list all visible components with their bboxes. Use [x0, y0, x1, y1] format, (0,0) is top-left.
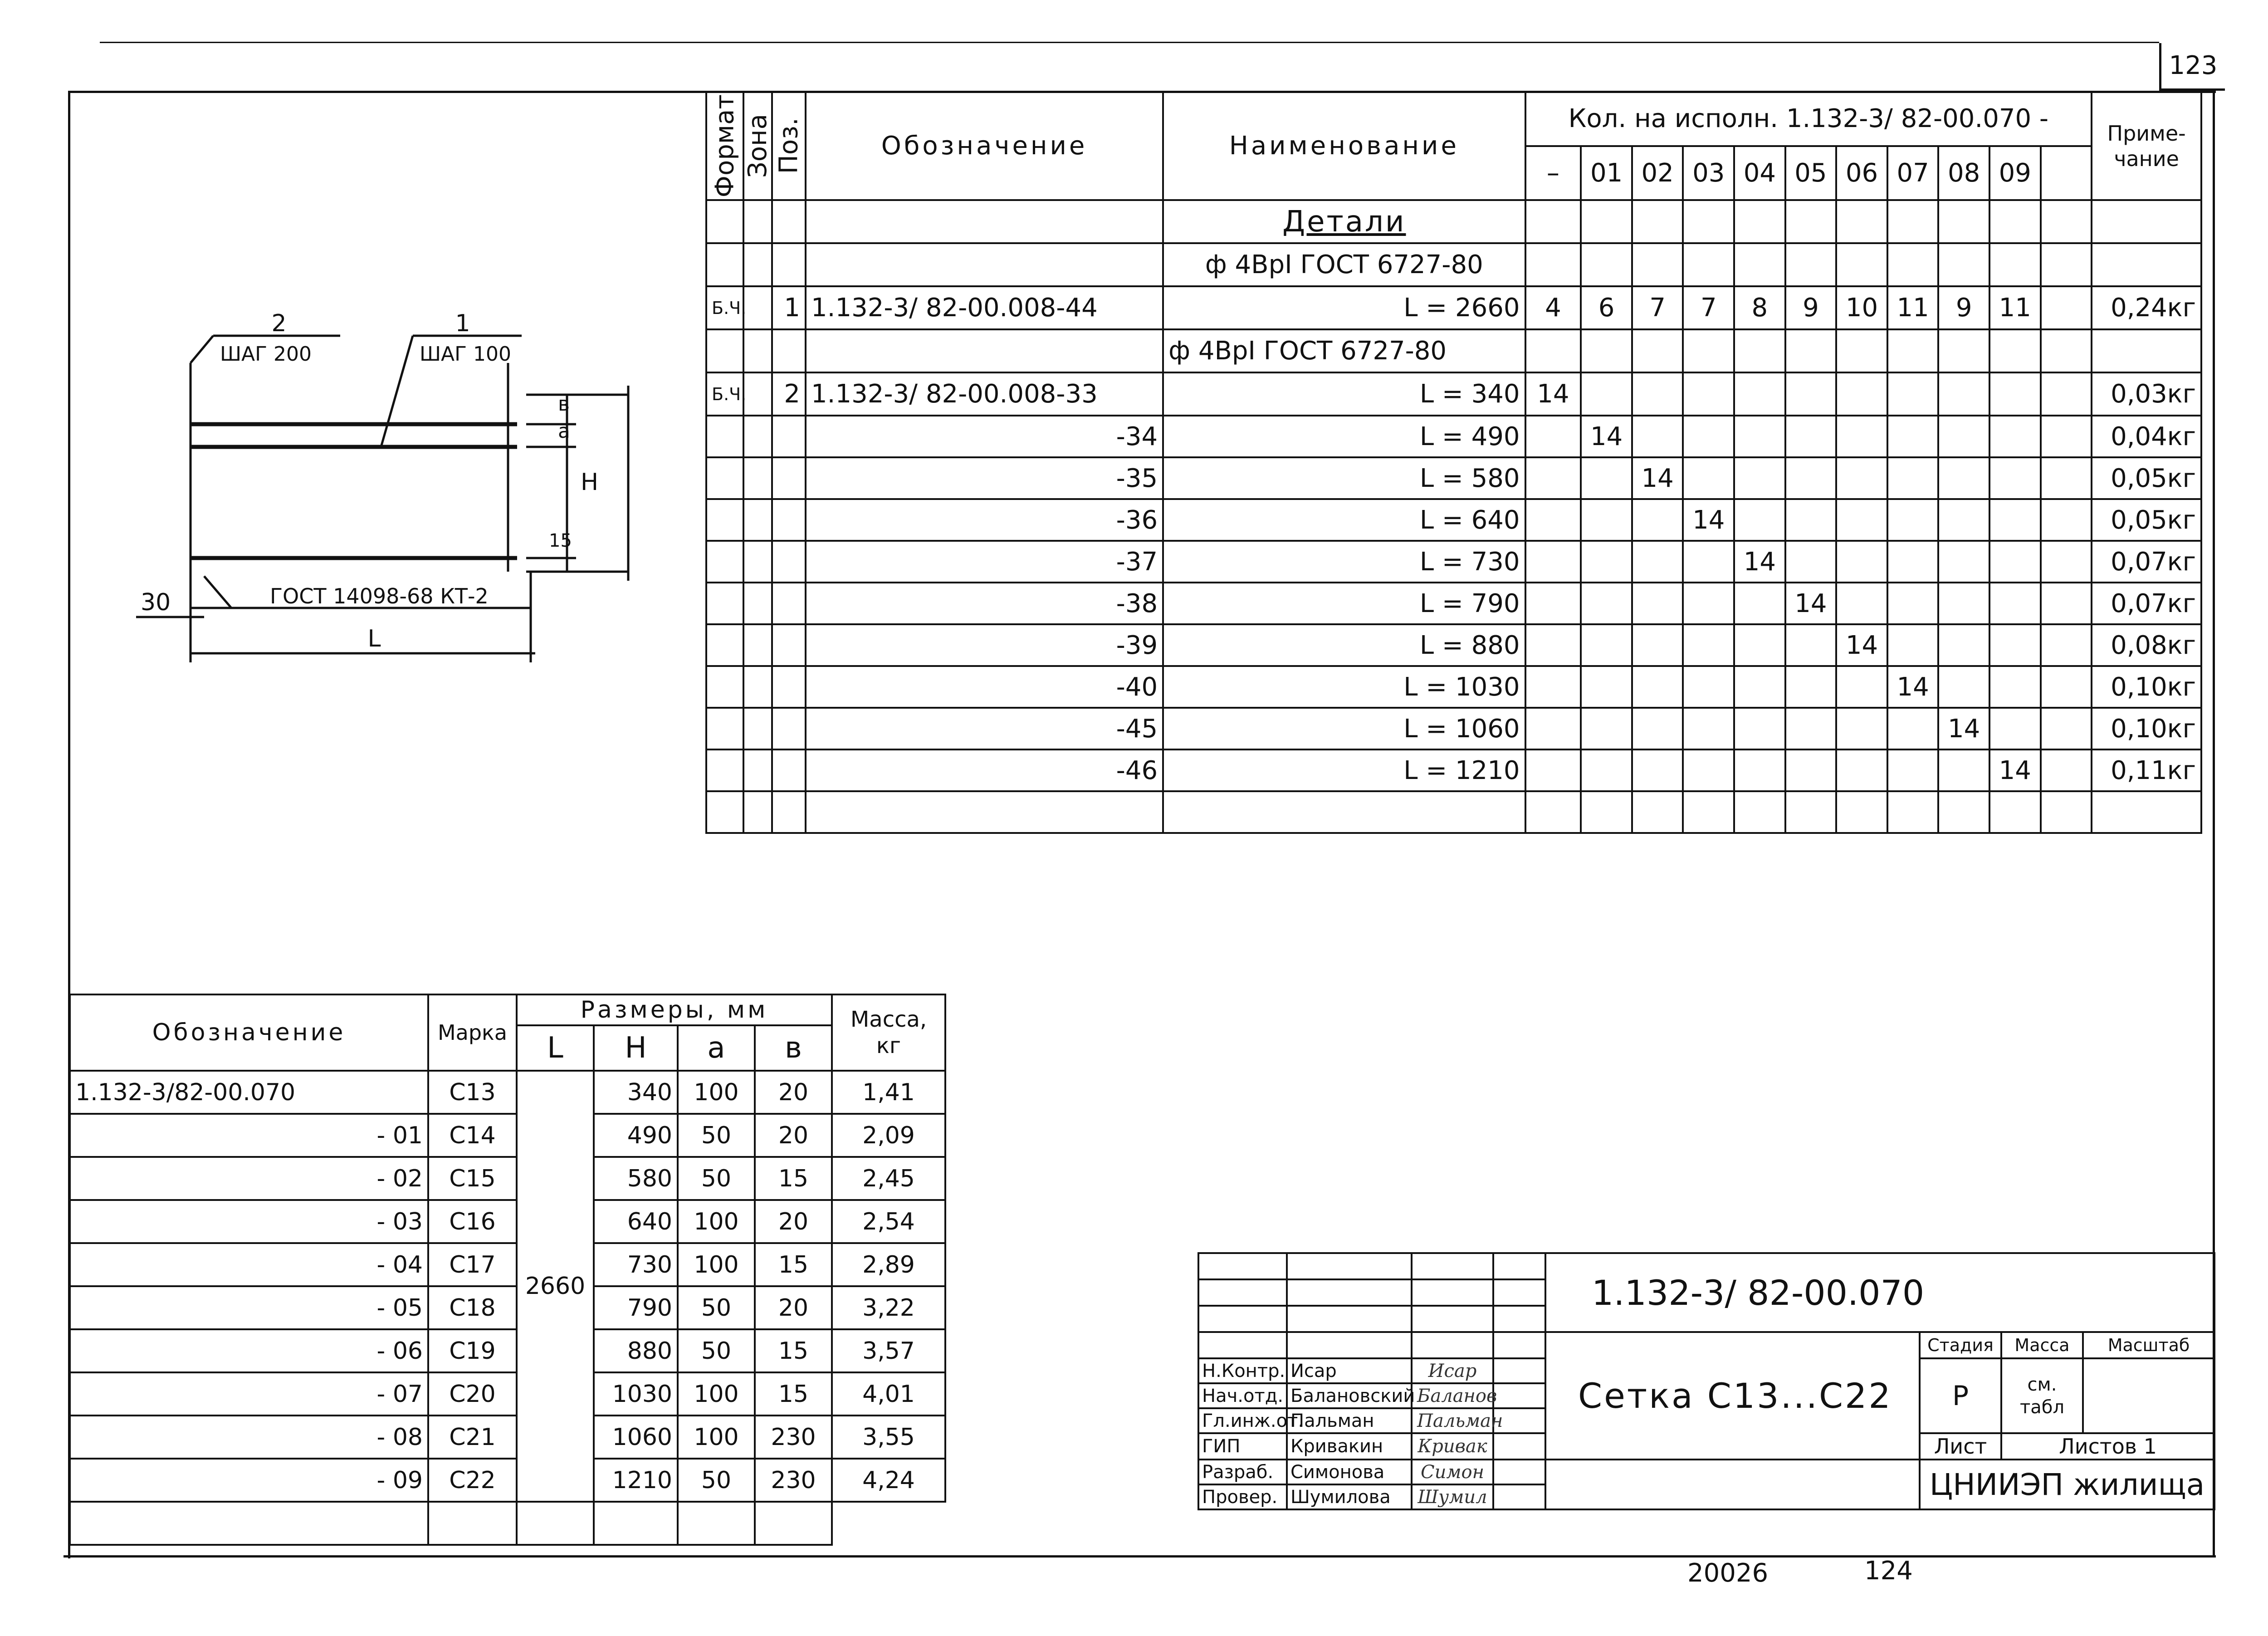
row-qty: 14	[1632, 457, 1683, 499]
mark-a: 50	[678, 1157, 755, 1200]
row-designation: -35	[806, 457, 1163, 499]
table-row	[706, 583, 2201, 624]
col-designation-header: Обозначение	[806, 92, 1163, 200]
col-name-header: Наименование	[1163, 92, 1525, 200]
person-name: Исар	[1287, 1358, 1412, 1383]
table-row	[70, 1243, 945, 1286]
person-name: Симонова	[1287, 1460, 1412, 1484]
dim-b-label: в	[558, 392, 570, 416]
part-1-qty: 9	[1785, 286, 1837, 329]
person-signature: Пальман	[1412, 1408, 1493, 1433]
col-format-header: Формат	[706, 92, 743, 200]
col-pos-header: Поз.	[772, 92, 806, 200]
table-row	[706, 416, 2201, 457]
part-1-qty: 9	[1938, 286, 1989, 329]
mark-b: 15	[755, 1157, 832, 1200]
mark-mass: 1,41	[832, 1071, 945, 1114]
scale-label: Масштаб	[2083, 1332, 2214, 1358]
title-block	[1198, 1252, 2215, 1510]
mark-code: С15	[428, 1157, 517, 1200]
mass-value: см. табл	[2001, 1358, 2083, 1433]
mark-designation: - 04	[70, 1243, 428, 1286]
variant-header: 02	[1632, 146, 1683, 201]
person-signature: Баланов	[1412, 1383, 1493, 1408]
variant-header: 03	[1683, 146, 1734, 201]
person-role: Разраб.	[1198, 1460, 1287, 1484]
row-name: L = 880	[1163, 624, 1525, 666]
mark-h: 340	[594, 1071, 678, 1114]
person-signature: Исар	[1412, 1358, 1493, 1383]
table-row	[706, 624, 2201, 666]
marks-col-mass-header: Масса, кг	[832, 994, 945, 1071]
table-row	[706, 457, 2201, 499]
dim-a-label: а	[558, 420, 570, 443]
variant-header: 09	[1989, 146, 2041, 201]
mark-h: 640	[594, 1200, 678, 1243]
mark-code: С21	[428, 1416, 517, 1459]
row-designation: -40	[806, 666, 1163, 708]
person-name: Шумилова	[1287, 1484, 1412, 1509]
mark-h: 580	[594, 1157, 678, 1200]
mark-designation: - 03	[70, 1200, 428, 1243]
mark-b: 15	[755, 1243, 832, 1286]
marks-col-b-header: в	[755, 1025, 832, 1071]
table-row	[70, 1416, 945, 1459]
part-2-note: 0,03кг	[2092, 372, 2201, 416]
col-zone-header: Зона	[743, 92, 772, 200]
mark-b: 20	[755, 1071, 832, 1114]
row-designation: -46	[806, 749, 1163, 791]
row-note: 0,07кг	[2092, 541, 2201, 583]
mark-a: 100	[678, 1372, 755, 1416]
mark-code: С18	[428, 1286, 517, 1329]
marks-col-l-header: L	[517, 1025, 594, 1071]
table-row	[70, 1071, 945, 1114]
footer-number-1: 20026	[1687, 1558, 1769, 1588]
mark-mass: 2,09	[832, 1114, 945, 1157]
part-1-pos: 1	[772, 286, 806, 329]
variant-header: 07	[1887, 146, 1939, 201]
row-qty: 14	[1683, 499, 1734, 541]
mark-b: 20	[755, 1286, 832, 1329]
specification-table	[705, 91, 2202, 834]
person-signature: Симон	[1412, 1460, 1493, 1484]
weld-standard-label: ГОСТ 14098-68 КТ-2	[270, 584, 489, 608]
mark-designation: 1.132-3/82-00.070	[70, 1071, 428, 1114]
mark-code: С14	[428, 1114, 517, 1157]
mark-a: 100	[678, 1416, 755, 1459]
mark-mass: 2,45	[832, 1157, 945, 1200]
title-name: Сетка С13...С22	[1545, 1332, 1920, 1460]
table-row	[70, 1157, 945, 1200]
person-signature: Кривак	[1412, 1433, 1493, 1460]
variant-header: 01	[1581, 146, 1632, 201]
person-role: Гл.инж.от.	[1198, 1408, 1287, 1433]
mark-mass: 2,54	[832, 1200, 945, 1243]
mesh-drawing	[122, 310, 658, 681]
marks-table	[69, 994, 946, 1546]
mark-a: 100	[678, 1200, 755, 1243]
mark-b: 230	[755, 1459, 832, 1502]
part-1-qty: 4	[1525, 286, 1581, 329]
table-row	[70, 1200, 945, 1243]
row-note: 0,10кг	[2092, 666, 2201, 708]
row-note: 0,07кг	[2092, 583, 2201, 624]
row-name: L = 1030	[1163, 666, 1525, 708]
mark-a: 50	[678, 1286, 755, 1329]
mark-h: 790	[594, 1286, 678, 1329]
person-name: Пальман	[1287, 1408, 1412, 1433]
stage-label: Стадия	[1920, 1332, 2001, 1358]
dim-h-label: Н	[581, 469, 599, 496]
variant-header: –	[1525, 146, 1581, 201]
row-name: L = 730	[1163, 541, 1525, 583]
part-1-name: L = 2660	[1163, 286, 1525, 329]
mark-h: 880	[594, 1329, 678, 1372]
mark-designation: - 09	[70, 1459, 428, 1502]
mark-h: 1060	[594, 1416, 678, 1459]
mark-a: 50	[678, 1329, 755, 1372]
row-name: L = 490	[1163, 416, 1525, 457]
mark-designation: - 06	[70, 1329, 428, 1372]
mark-mass: 3,22	[832, 1286, 945, 1329]
row-qty: 14	[1989, 749, 2041, 791]
mark-code: С19	[428, 1329, 517, 1372]
row-qty: 14	[1734, 541, 1785, 583]
mark-code: С16	[428, 1200, 517, 1243]
mark-designation: - 05	[70, 1286, 428, 1329]
row-name: L = 790	[1163, 583, 1525, 624]
material-2: ф 4ВрI ГОСТ 6727-80	[1163, 329, 1525, 372]
title-designation: 1.132-3/ 82-00.070	[1545, 1253, 2214, 1332]
marks-col-mark-header: Марка	[428, 994, 517, 1071]
dim-30-label: 30	[141, 589, 171, 616]
row-qty: 14	[1836, 624, 1887, 666]
mark-designation: - 01	[70, 1114, 428, 1157]
top-border-line	[100, 42, 2159, 43]
variant-header: 05	[1785, 146, 1837, 201]
row-note: 0,05кг	[2092, 457, 2201, 499]
mark-mass: 2,89	[832, 1243, 945, 1286]
mark-designation: - 02	[70, 1157, 428, 1200]
person-signature: Шумил	[1412, 1484, 1493, 1509]
sheets-label: Листов 1	[2001, 1433, 2214, 1460]
table-row	[70, 1372, 945, 1416]
variant-header: 08	[1938, 146, 1989, 201]
row-note: 0,11кг	[2092, 749, 2201, 791]
row-qty: 14	[1785, 583, 1837, 624]
row-designation: -34	[806, 416, 1163, 457]
row-name: L = 1060	[1163, 708, 1525, 749]
mark-mass: 4,01	[832, 1372, 945, 1416]
page-number: 123	[2159, 43, 2225, 91]
leader-pos2	[191, 336, 213, 363]
row-designation: -38	[806, 583, 1163, 624]
part-1-qty: 10	[1836, 286, 1887, 329]
part-2-name: L = 340	[1163, 372, 1525, 416]
mark-code: С22	[428, 1459, 517, 1502]
dim-l-label: L	[367, 625, 381, 652]
mass-label: Масса	[2001, 1332, 2083, 1358]
organization: ЦНИИЭП жилища	[1920, 1460, 2214, 1509]
row-designation: -37	[806, 541, 1163, 583]
part-1-designation: 1.132-3/ 82-00.008-44	[806, 286, 1163, 329]
col-note-header: Приме-чание	[2092, 92, 2201, 200]
table-row	[706, 708, 2201, 749]
dim-15-label: 15	[549, 530, 572, 551]
row-qty: 14	[1887, 666, 1939, 708]
person-role: Нач.отд.	[1198, 1383, 1287, 1408]
row-name: L = 1210	[1163, 749, 1525, 791]
row-note: 0,04кг	[2092, 416, 2201, 457]
marks-col-sizes-header: Размеры, мм	[517, 994, 832, 1025]
mark-b: 230	[755, 1416, 832, 1459]
table-row	[70, 1459, 945, 1502]
table-row	[706, 749, 2201, 791]
person-role: Провер.	[1198, 1484, 1287, 1509]
table-row	[706, 666, 2201, 708]
row-name: L = 640	[1163, 499, 1525, 541]
pos-2-label: 2	[271, 310, 287, 337]
row-designation: -45	[806, 708, 1163, 749]
part-1-qty: 11	[1887, 286, 1939, 329]
mark-code: С13	[428, 1071, 517, 1114]
table-row	[706, 499, 2201, 541]
mark-code: С17	[428, 1243, 517, 1286]
leader-pos1	[381, 336, 413, 447]
mark-code: С20	[428, 1372, 517, 1416]
pitch-200-label: ШАГ 200	[220, 343, 312, 366]
table-row	[70, 1329, 945, 1372]
part-1-format: Б.Ч.	[706, 286, 743, 329]
marks-col-designation-header: Обозначение	[70, 994, 428, 1071]
part-1-qty: 11	[1989, 286, 2041, 329]
sheet-label: Лист	[1920, 1433, 2001, 1460]
mark-mass: 3,57	[832, 1329, 945, 1372]
leader-weld	[204, 576, 231, 608]
material-1: ф 4ВрI ГОСТ 6727-80	[1163, 243, 1525, 286]
row-name: L = 580	[1163, 457, 1525, 499]
part-2-qty: 14	[1525, 372, 1581, 416]
part-1-qty: 6	[1581, 286, 1632, 329]
row-qty: 14	[1938, 708, 1989, 749]
person-role: ГИП	[1198, 1433, 1287, 1460]
row-note: 0,05кг	[2092, 499, 2201, 541]
part-1-qty: 7	[1683, 286, 1734, 329]
variant-header: 04	[1734, 146, 1785, 201]
part-1-note: 0,24кг	[2092, 286, 2201, 329]
mark-mass: 3,55	[832, 1416, 945, 1459]
part-2-designation: 1.132-3/ 82-00.008-33	[806, 372, 1163, 416]
mark-h: 1210	[594, 1459, 678, 1502]
mark-b: 20	[755, 1114, 832, 1157]
person-name: Кривакин	[1287, 1433, 1412, 1460]
stage-value: Р	[1920, 1358, 2001, 1433]
part-2-pos: 2	[772, 372, 806, 416]
row-qty: 14	[1581, 416, 1632, 457]
mark-h: 1030	[594, 1372, 678, 1416]
variant-header: 06	[1836, 146, 1887, 201]
row-designation: -39	[806, 624, 1163, 666]
table-row	[70, 1114, 945, 1157]
mark-designation: - 07	[70, 1372, 428, 1416]
mark-h: 490	[594, 1114, 678, 1157]
row-note: 0,10кг	[2092, 708, 2201, 749]
col-qty-header: Кол. на исполн. 1.132-3/ 82-00.070 -	[1525, 92, 2092, 146]
row-designation: -36	[806, 499, 1163, 541]
mark-a: 50	[678, 1459, 755, 1502]
marks-col-h-header: Н	[594, 1025, 678, 1071]
pos-1-label: 1	[455, 310, 470, 337]
mark-mass: 4,24	[832, 1459, 945, 1502]
table-row	[706, 541, 2201, 583]
part-1-qty: 7	[1632, 286, 1683, 329]
mark-designation: - 08	[70, 1416, 428, 1459]
mark-a: 100	[678, 1243, 755, 1286]
part-1-qty: 8	[1734, 286, 1785, 329]
mark-a: 50	[678, 1114, 755, 1157]
mark-b: 20	[755, 1200, 832, 1243]
row-note: 0,08кг	[2092, 624, 2201, 666]
mark-a: 100	[678, 1071, 755, 1114]
footer-number-2: 124	[1864, 1556, 1913, 1586]
table-row	[70, 1286, 945, 1329]
part-2-format: Б.Ч.	[706, 372, 743, 416]
mark-h: 730	[594, 1243, 678, 1286]
pitch-100-label: ШАГ 100	[420, 343, 511, 366]
section-title: Детали	[1163, 200, 1525, 243]
person-name: Балановский	[1287, 1383, 1412, 1408]
mark-b: 15	[755, 1372, 832, 1416]
mark-b: 15	[755, 1329, 832, 1372]
marks-col-a-header: а	[678, 1025, 755, 1071]
mark-l-common: 2660	[517, 1071, 594, 1502]
person-role: Н.Контр.	[1198, 1358, 1287, 1383]
